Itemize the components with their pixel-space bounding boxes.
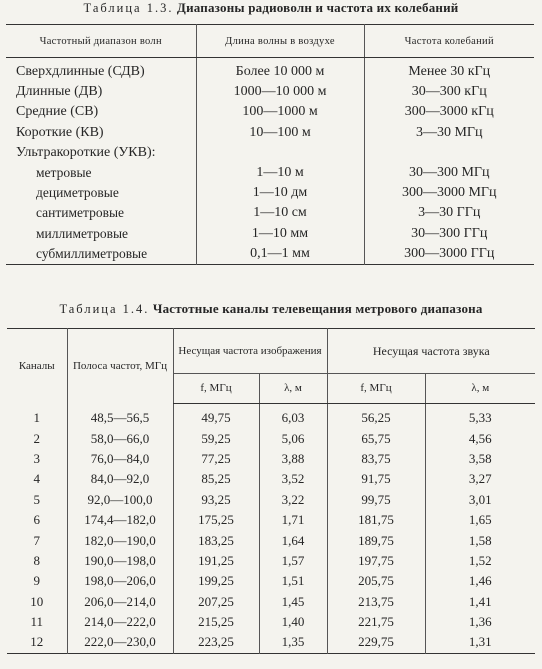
wave-range-row bbox=[6, 183, 534, 203]
audio-frequency: 83,75 bbox=[327, 449, 425, 469]
channel-band: 206,0—214,0 bbox=[67, 592, 173, 612]
audio-wavelength: 3,58 bbox=[425, 449, 535, 469]
channel-number: 11 bbox=[30, 614, 44, 630]
video-wavelength: 3,52 bbox=[259, 469, 327, 489]
range-name: дециметровые bbox=[36, 185, 119, 201]
wave-range-row bbox=[6, 203, 534, 223]
channel-number: 3 bbox=[33, 450, 40, 466]
video-frequency: 93,25 bbox=[173, 490, 259, 510]
channel-band: 174,4—182,0 bbox=[67, 510, 173, 530]
audio-wavelength: 3,01 bbox=[425, 490, 535, 510]
audio-frequency: 91,75 bbox=[327, 469, 425, 489]
range-name: сантиметровые bbox=[36, 205, 125, 221]
audio-wavelength: 1,46 bbox=[425, 571, 535, 591]
channel-row bbox=[7, 530, 535, 550]
video-frequency: 85,25 bbox=[173, 469, 259, 489]
channel-row bbox=[7, 592, 535, 612]
video-frequency: 183,25 bbox=[173, 530, 259, 550]
wave-range-row bbox=[6, 143, 534, 163]
audio-frequency: 213,75 bbox=[327, 592, 425, 612]
wave-range-row bbox=[6, 163, 534, 183]
header-video-lambda: λ, м bbox=[259, 374, 327, 404]
video-frequency: 199,25 bbox=[173, 571, 259, 591]
audio-frequency: 56,25 bbox=[327, 404, 425, 429]
header-audio-carrier: Несущая частота звука bbox=[327, 329, 535, 374]
range-wavelength: 100—1000 м bbox=[196, 102, 364, 122]
range-frequency: Менее 30 кГц bbox=[364, 58, 534, 83]
video-frequency: 207,25 bbox=[173, 592, 259, 612]
video-wavelength: 1,51 bbox=[259, 571, 327, 591]
range-name: Ультракороткие (УКВ): bbox=[16, 144, 156, 160]
audio-wavelength: 1,41 bbox=[425, 592, 535, 612]
range-frequency: 30—300 МГц bbox=[364, 163, 534, 183]
video-wavelength: 5,06 bbox=[259, 428, 327, 448]
range-frequency: 3—30 МГц bbox=[364, 123, 534, 143]
table-1-4-body bbox=[7, 404, 535, 654]
channel-band: 222,0—230,0 bbox=[67, 632, 173, 653]
range-frequency: 3—30 ГГц bbox=[364, 203, 534, 223]
channel-row bbox=[7, 571, 535, 591]
range-wavelength: 1000—10 000 м bbox=[196, 82, 364, 102]
table-1-3-caption bbox=[0, 0, 542, 16]
range-name: Короткие (КВ) bbox=[16, 124, 104, 140]
table-1-3-header-row bbox=[6, 25, 534, 58]
channel-row bbox=[7, 612, 535, 632]
video-wavelength: 6,03 bbox=[259, 404, 327, 429]
video-wavelength: 1,71 bbox=[259, 510, 327, 530]
video-frequency: 175,25 bbox=[173, 510, 259, 530]
table-1-4-title: Частотные каналы телевещания метрового диапазона bbox=[152, 301, 483, 316]
video-frequency: 215,25 bbox=[173, 612, 259, 632]
audio-frequency: 181,75 bbox=[327, 510, 425, 530]
channel-number: 8 bbox=[33, 552, 40, 568]
channel-row bbox=[7, 490, 535, 510]
wave-range-row bbox=[6, 244, 534, 265]
range-name: Длинные (ДВ) bbox=[16, 84, 103, 100]
video-wavelength: 1,40 bbox=[259, 612, 327, 632]
wave-range-row bbox=[6, 102, 534, 122]
channel-number: 2 bbox=[33, 430, 40, 446]
video-frequency: 59,25 bbox=[173, 428, 259, 448]
video-frequency: 49,75 bbox=[173, 404, 259, 429]
table-1-4-header-row-1 bbox=[7, 329, 535, 374]
range-wavelength: 10—100 м bbox=[196, 123, 364, 143]
channel-row bbox=[7, 632, 535, 653]
video-wavelength: 3,88 bbox=[259, 449, 327, 469]
range-wavelength: 1—10 см bbox=[196, 203, 364, 223]
header-frequency: Частота колебаний bbox=[364, 25, 534, 58]
audio-frequency: 99,75 bbox=[327, 490, 425, 510]
audio-wavelength: 3,27 bbox=[425, 469, 535, 489]
range-wavelength: 0,1—1 мм bbox=[196, 244, 364, 265]
channel-number: 4 bbox=[33, 471, 40, 487]
range-name: Сверхдлинные (СДВ) bbox=[16, 64, 145, 80]
channel-row bbox=[7, 404, 535, 429]
range-wavelength: 1—10 мм bbox=[196, 224, 364, 244]
video-wavelength: 1,35 bbox=[259, 632, 327, 653]
channel-band: 92,0—100,0 bbox=[67, 490, 173, 510]
channel-band: 76,0—84,0 bbox=[67, 449, 173, 469]
wave-range-row bbox=[6, 123, 534, 143]
table-1-3-title: Диапазоны радиоволн и частота их колебаний bbox=[176, 0, 459, 15]
audio-wavelength: 1,31 bbox=[425, 632, 535, 653]
range-wavelength: 1—10 м bbox=[196, 163, 364, 183]
table-1-4-label: Таблица 1.4. bbox=[59, 302, 150, 316]
range-name: субмиллиметровые bbox=[36, 245, 148, 261]
range-frequency: 30—300 кГц bbox=[364, 82, 534, 102]
range-name: Средние (СВ) bbox=[16, 104, 99, 120]
channel-band: 198,0—206,0 bbox=[67, 571, 173, 591]
range-wavelength bbox=[196, 143, 364, 163]
audio-wavelength: 1,36 bbox=[425, 612, 535, 632]
table-1-3-label: Таблица 1.3. bbox=[83, 1, 174, 15]
header-frequency-range: Частотный диапазон волн bbox=[6, 25, 196, 58]
video-frequency: 77,25 bbox=[173, 449, 259, 469]
audio-frequency: 221,75 bbox=[327, 612, 425, 632]
range-frequency: 300—3000 кГц bbox=[364, 102, 534, 122]
video-frequency: 223,25 bbox=[173, 632, 259, 653]
channel-number: 1 bbox=[33, 409, 40, 425]
table-1-4-caption bbox=[0, 301, 542, 317]
channel-number: 6 bbox=[33, 512, 40, 528]
range-frequency: 30—300 ГГц bbox=[364, 224, 534, 244]
video-wavelength: 1,45 bbox=[259, 592, 327, 612]
range-frequency bbox=[364, 143, 534, 163]
audio-frequency: 65,75 bbox=[327, 428, 425, 448]
wave-range-row bbox=[6, 224, 534, 244]
wave-range-row bbox=[6, 82, 534, 102]
wave-range-row bbox=[6, 58, 534, 83]
header-video-carrier: Несущая частота изображения bbox=[173, 329, 327, 374]
range-name: метровые bbox=[36, 165, 92, 181]
audio-wavelength: 1,52 bbox=[425, 551, 535, 571]
header-audio-f: f, МГц bbox=[327, 374, 425, 404]
table-1-3-body bbox=[6, 58, 534, 265]
channel-number: 12 bbox=[30, 634, 44, 650]
channel-row bbox=[7, 428, 535, 448]
channel-band: 214,0—222,0 bbox=[67, 612, 173, 632]
audio-wavelength: 1,65 bbox=[425, 510, 535, 530]
range-frequency: 300—3000 ГГц bbox=[364, 244, 534, 265]
audio-wavelength: 5,33 bbox=[425, 404, 535, 429]
video-frequency: 191,25 bbox=[173, 551, 259, 571]
header-channels: Каналы bbox=[18, 359, 55, 372]
audio-frequency: 205,75 bbox=[327, 571, 425, 591]
header-audio-lambda: λ, м bbox=[425, 374, 535, 404]
tv-channels-table bbox=[7, 328, 535, 654]
range-wavelength: Более 10 000 м bbox=[196, 58, 364, 83]
header-band: Полоса частот, МГц bbox=[67, 329, 173, 404]
channel-number: 7 bbox=[33, 532, 40, 548]
channel-band: 190,0—198,0 bbox=[67, 551, 173, 571]
header-video-f: f, МГц bbox=[173, 374, 259, 404]
channel-row bbox=[7, 551, 535, 571]
audio-wavelength: 1,58 bbox=[425, 530, 535, 550]
radio-wave-ranges-table bbox=[6, 24, 534, 265]
audio-wavelength: 4,56 bbox=[425, 428, 535, 448]
header-wavelength: Длина волны в воздухе bbox=[196, 25, 364, 58]
channel-row bbox=[7, 469, 535, 489]
channel-band: 58,0—66,0 bbox=[67, 428, 173, 448]
range-wavelength: 1—10 дм bbox=[196, 183, 364, 203]
audio-frequency: 189,75 bbox=[327, 530, 425, 550]
channel-row bbox=[7, 449, 535, 469]
video-wavelength: 3,22 bbox=[259, 490, 327, 510]
channel-row bbox=[7, 510, 535, 530]
range-frequency: 300—3000 МГц bbox=[364, 183, 534, 203]
channel-band: 48,5—56,5 bbox=[67, 404, 173, 429]
channel-band: 84,0—92,0 bbox=[67, 469, 173, 489]
channel-band: 182,0—190,0 bbox=[67, 530, 173, 550]
video-wavelength: 1,57 bbox=[259, 551, 327, 571]
channel-number: 9 bbox=[33, 573, 40, 589]
channel-number: 10 bbox=[30, 593, 44, 609]
channel-number: 5 bbox=[33, 491, 40, 507]
audio-frequency: 229,75 bbox=[327, 632, 425, 653]
audio-frequency: 197,75 bbox=[327, 551, 425, 571]
video-wavelength: 1,64 bbox=[259, 530, 327, 550]
range-name: миллиметровые bbox=[36, 225, 129, 241]
